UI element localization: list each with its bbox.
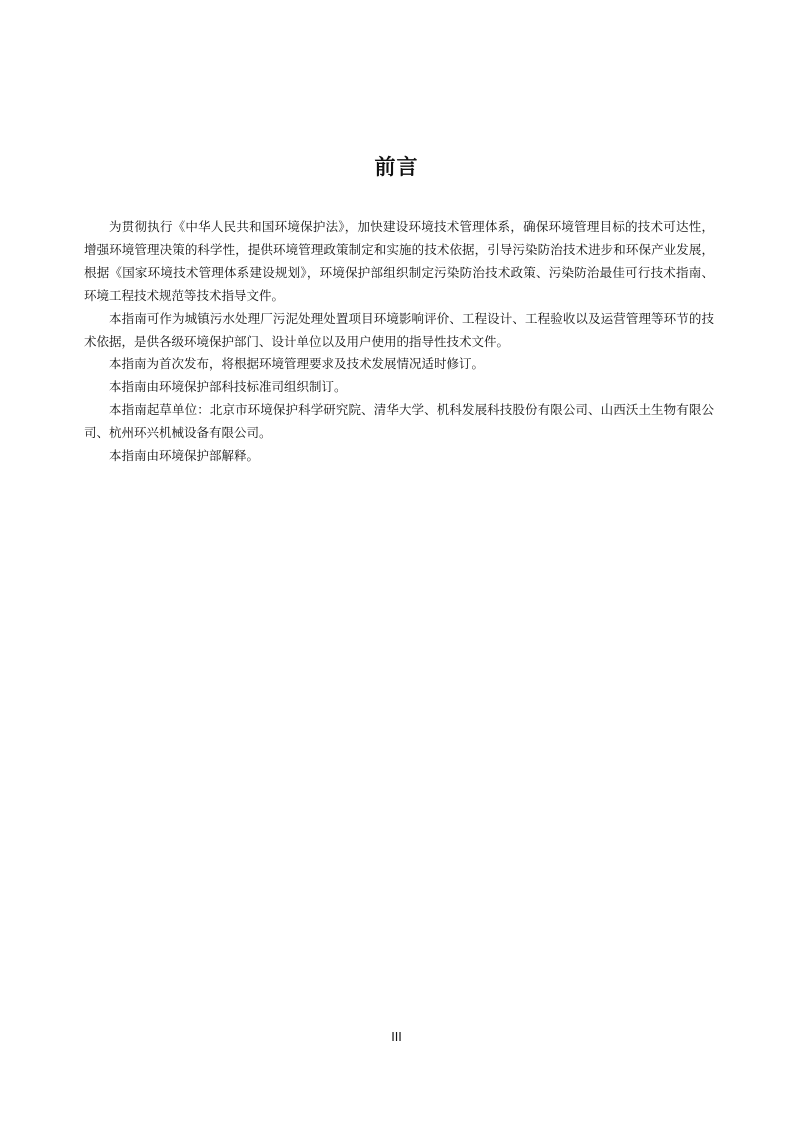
paragraph-scope: 本指南可作为城镇污水处理厂污泥处理处置项目环境影响评价、工程设计、工程验收以及运营管理等环节的技术依据，是供各级环境保护部门、设计单位以及用户使用的指导性技术文件。: [84, 310, 714, 349]
paragraph-organizer: 本指南由环境保护部科技标准司组织制订。: [109, 379, 347, 395]
page-title: 前言: [374, 155, 419, 179]
paragraph-drafters: 本指南起草单位：北京市环境保护科学研究院、清华大学、机科发展科技股份有限公司、山西沃土生物有限公司、杭州环兴机械设备有限公司。: [84, 402, 714, 441]
page-number: III: [391, 1030, 402, 1044]
paragraph-release: 本指南为首次发布，将根据环境管理要求及技术发展情况适时修订。: [109, 356, 485, 372]
paragraph-purpose: 为贯彻执行《中华人民共和国环境保护法》，加快建设环境技术管理体系，确保环境管理目标的技术可达性，增强环境管理决策的科学性，提供环境管理政策制定和实施的技术依据，引导污染防治技术进步和环保产业发展，根据《国家环境技术管理体系建设规划》，环境保护部组织制定污染防治技术政策、污染防治最佳可行技术指南、环境工程技术规范等技术指导文件。: [84, 219, 714, 303]
preface-body: [84, 216, 714, 468]
paragraph-interpretation: 本指南由环境保护部解释。: [109, 448, 260, 464]
